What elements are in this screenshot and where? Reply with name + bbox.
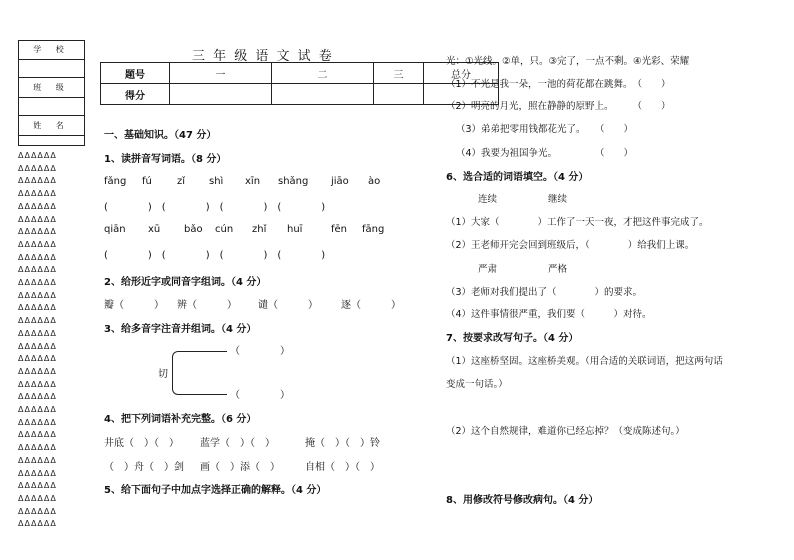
answer-paren[interactable]: （ ） bbox=[230, 390, 290, 401]
pinyin: xīn bbox=[245, 176, 261, 187]
pinyin: fēn bbox=[331, 224, 348, 235]
table-header: 三 bbox=[374, 63, 424, 84]
instruction-line: （1）这座桥坚固。这座桥美观。（用合适的关联词语，把这两句话 bbox=[446, 356, 723, 367]
pinyin: qiān bbox=[104, 224, 126, 235]
question-3: 3、给多音字注音并组词。（4 分） bbox=[104, 324, 257, 335]
student-info-box bbox=[18, 40, 85, 146]
question-6: 6、选合适的词语填空。（4 分） bbox=[446, 172, 589, 183]
pinyin: huī bbox=[287, 224, 303, 235]
score-cell[interactable] bbox=[272, 84, 374, 105]
word-item[interactable]: 逐（ ） bbox=[341, 300, 401, 311]
pinyin: fǎng bbox=[104, 176, 127, 187]
polyphone-char: 切 bbox=[158, 369, 168, 380]
idiom-item[interactable]: （ ）舟（ ）剑 bbox=[104, 462, 184, 473]
sentence-item[interactable]: （1）不光是我一朵，一池的荷花都在跳舞。 （ ） bbox=[446, 79, 671, 90]
answer-brackets[interactable]: ( ) ( ) ( ) ( ) bbox=[104, 202, 326, 213]
question-7: 7、按要求改写句子。（4 分） bbox=[446, 333, 579, 344]
pinyin: zǐ bbox=[177, 176, 186, 187]
divider bbox=[19, 135, 84, 136]
answer-brackets[interactable]: ( ) ( ) ( ) ( ) bbox=[104, 250, 326, 261]
pinyin: cún bbox=[215, 224, 234, 235]
pinyin: jiāo bbox=[331, 176, 349, 187]
sentence-item[interactable]: （1）大家（ ）工作了一天一夜，才把这件事完成了。 bbox=[446, 217, 709, 228]
word-item[interactable]: 瓣（ ） bbox=[104, 300, 164, 311]
word-option: 严肃 bbox=[478, 264, 498, 275]
pinyin: shì bbox=[209, 176, 224, 187]
pinyin: zhǐ bbox=[252, 224, 267, 235]
idiom-item[interactable]: 井底（ ）（ ） bbox=[104, 438, 179, 449]
pinyin: xū bbox=[148, 224, 161, 235]
pinyin: fāng bbox=[362, 224, 385, 235]
section-heading: 一、基础知识。（47 分） bbox=[104, 130, 217, 141]
sentence-item[interactable]: （2）王老师开完会回到班级后，（ ）给我们上课。 bbox=[446, 240, 695, 251]
sentence-item[interactable]: （4）我要为祖国争光。 （ ） bbox=[456, 148, 634, 159]
idiom-item[interactable]: 掩（ ）（ ）铃 bbox=[305, 438, 380, 449]
sentence-item[interactable]: （3）弟弟把零用钱都花光了。 （ ） bbox=[456, 124, 634, 135]
table-header: 题号 bbox=[101, 63, 170, 84]
word-item[interactable]: 辨（ ） bbox=[177, 300, 237, 311]
score-table bbox=[100, 62, 499, 105]
question-1: 1、读拼音写词语。（8 分） bbox=[104, 154, 227, 165]
question-5: 5、给下面句子中加点字选择正确的解释。（4 分） bbox=[104, 485, 327, 496]
idiom-item[interactable]: 蓝学（ ）（ ） bbox=[200, 438, 275, 449]
score-cell[interactable] bbox=[374, 84, 424, 105]
table-header: 一 bbox=[170, 63, 272, 84]
word-option: 严格 bbox=[548, 264, 568, 275]
definition-line: 光：①光线。②单，只。③完了，一点不剩。④光彩、荣耀 bbox=[446, 56, 690, 67]
sentence-item[interactable]: （2）明亮的月光，照在静静的原野上。 （ ） bbox=[446, 101, 671, 112]
answer-line[interactable] bbox=[182, 351, 227, 352]
idiom-item[interactable]: 自相（ ）（ ） bbox=[305, 462, 380, 473]
table-header: 二 bbox=[272, 63, 374, 84]
question-8: 8、用修改符号修改病句。（4 分） bbox=[446, 495, 599, 506]
word-option: 连续 bbox=[478, 194, 498, 205]
name-label: 姓 名 bbox=[33, 121, 70, 130]
divider bbox=[19, 77, 84, 78]
question-2: 2、给形近字或同音字组词。（4 分） bbox=[104, 277, 267, 288]
answer-paren[interactable]: （ ） bbox=[230, 346, 290, 357]
divider bbox=[19, 115, 84, 116]
page-title: 三 年 级 语 文 试 卷 bbox=[192, 49, 334, 64]
pinyin: ào bbox=[368, 176, 381, 187]
word-option: 继续 bbox=[548, 194, 568, 205]
divider bbox=[19, 59, 84, 60]
pinyin: fú bbox=[142, 176, 152, 187]
sentence-item[interactable]: （4）这件事情很严重，我们要（ ）对待。 bbox=[446, 309, 652, 320]
pinyin: bǎo bbox=[184, 224, 203, 235]
school-label: 学 校 bbox=[33, 45, 70, 54]
seal-line-triangles: ΔΔΔΔΔΔ ΔΔΔΔΔΔ ΔΔΔΔΔΔ ΔΔΔΔΔΔ ΔΔΔΔΔΔ ΔΔΔΔΔΔ ΔΔΔΔΔΔ ΔΔΔΔΔΔ ΔΔΔΔΔΔ ΔΔΔΔΔΔ ΔΔΔΔΔΔ ΔΔΔΔΔΔ ΔΔΔΔΔΔ ΔΔΔΔΔΔ ΔΔΔΔΔΔ ΔΔΔΔΔΔ ΔΔΔΔΔΔ ΔΔΔΔΔΔ ΔΔΔΔΔΔ ΔΔΔΔΔΔ ΔΔΔΔΔΔ ΔΔΔΔΔΔ ΔΔΔΔΔΔ ΔΔΔΔΔΔ ΔΔΔΔΔΔ ΔΔΔΔΔΔ ΔΔΔΔΔΔ ΔΔΔΔΔΔ ΔΔΔΔΔΔ ΔΔΔΔΔΔ bbox=[18, 151, 57, 529]
word-item[interactable]: 谴（ ） bbox=[258, 300, 318, 311]
score-row-label: 得分 bbox=[101, 84, 170, 105]
table-header: 总分 bbox=[424, 63, 499, 84]
question-4: 4、把下列词语补充完整。（6 分） bbox=[104, 414, 257, 425]
answer-line[interactable] bbox=[182, 394, 227, 395]
instruction-line: （2）这个自然规律，难道你已经忘掉？（变成陈述句。） bbox=[446, 426, 685, 437]
class-label: 班 级 bbox=[33, 83, 70, 92]
instruction-line: 变成一句话。） bbox=[446, 379, 508, 390]
pinyin: shǎng bbox=[278, 176, 309, 187]
score-cell[interactable] bbox=[170, 84, 272, 105]
bracket-fork bbox=[172, 351, 183, 395]
idiom-item[interactable]: 画（ ）添（ ） bbox=[200, 462, 280, 473]
divider bbox=[19, 97, 84, 98]
sentence-item[interactable]: （3）老师对我们提出了（ ）的要求。 bbox=[446, 287, 643, 298]
